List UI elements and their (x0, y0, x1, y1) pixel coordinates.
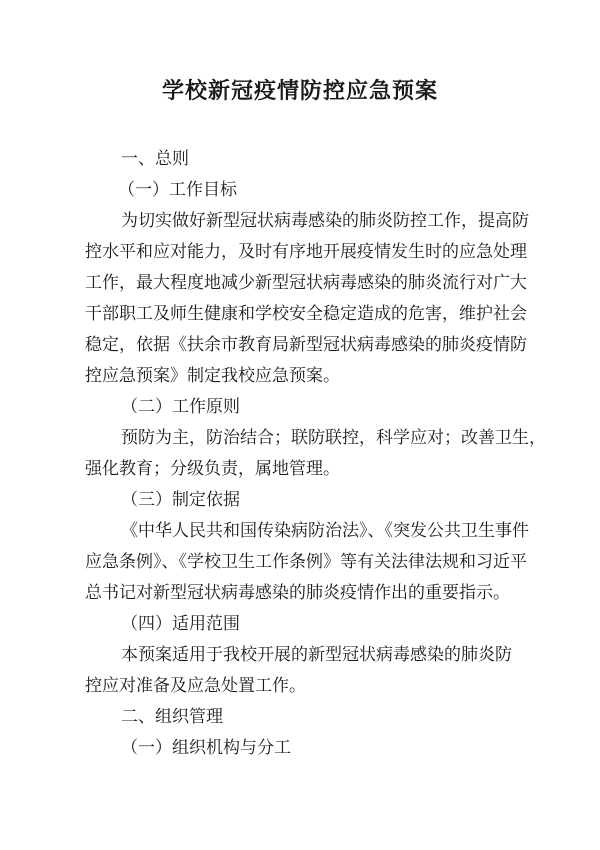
subsection-heading-goals: （一）工作目标 (118, 180, 237, 200)
paragraph-line: 控水平和应对能力，及时有序地开展疫情发生时的应急处理 (85, 242, 527, 262)
paragraph-line: 干部职工及师生健康和学校安全稳定造成的危害，维护社会 (85, 304, 527, 324)
paragraph-line: 本预案适用于我校开展的新型冠状病毒感染的肺炎防 (121, 645, 512, 665)
paragraph-line: 应急条例》、《学校卫生工作条例》等有关法律法规和习近平 (85, 552, 527, 572)
subsection-heading-structure: （一）组织机构与分工 (121, 738, 291, 758)
paragraph-line: 稳定，依据《扶余市教育局新型冠状病毒感染的肺炎疫情防 (85, 335, 527, 355)
paragraph-line: 工作，最大程度地减少新型冠状病毒感染的肺炎流行对广大 (85, 273, 527, 293)
paragraph-line: 控应急预案》制定我校应急预案。 (85, 366, 340, 386)
subsection-heading-scope: （四）适用范围 (121, 614, 240, 634)
section-heading-general: 一、总则 (121, 149, 189, 169)
subsection-heading-principles: （二）工作原则 (121, 397, 240, 417)
paragraph-line: 为切实做好新型冠状病毒感染的肺炎防控工作，提高防 (121, 211, 529, 231)
paragraph-line: 总书记对新型冠状病毒感染的肺炎疫情作出的重要指示。 (85, 583, 510, 603)
paragraph-line: 《中华人民共和国传染病防治法》、《突发公共卫生事件 (121, 521, 529, 541)
section-heading-organization: 二、组织管理 (121, 707, 223, 727)
paragraph-line: 控应对准备及应急处置工作。 (85, 676, 306, 696)
document-title: 学校新冠疫情防控应急预案 (161, 79, 438, 104)
paragraph-line: 强化教育；分级负责，属地管理。 (85, 459, 340, 479)
subsection-heading-basis: （三）制定依据 (121, 490, 240, 510)
paragraph-line: 预防为主，防治结合；联防联控，科学应对；改善卫生， (121, 428, 546, 448)
